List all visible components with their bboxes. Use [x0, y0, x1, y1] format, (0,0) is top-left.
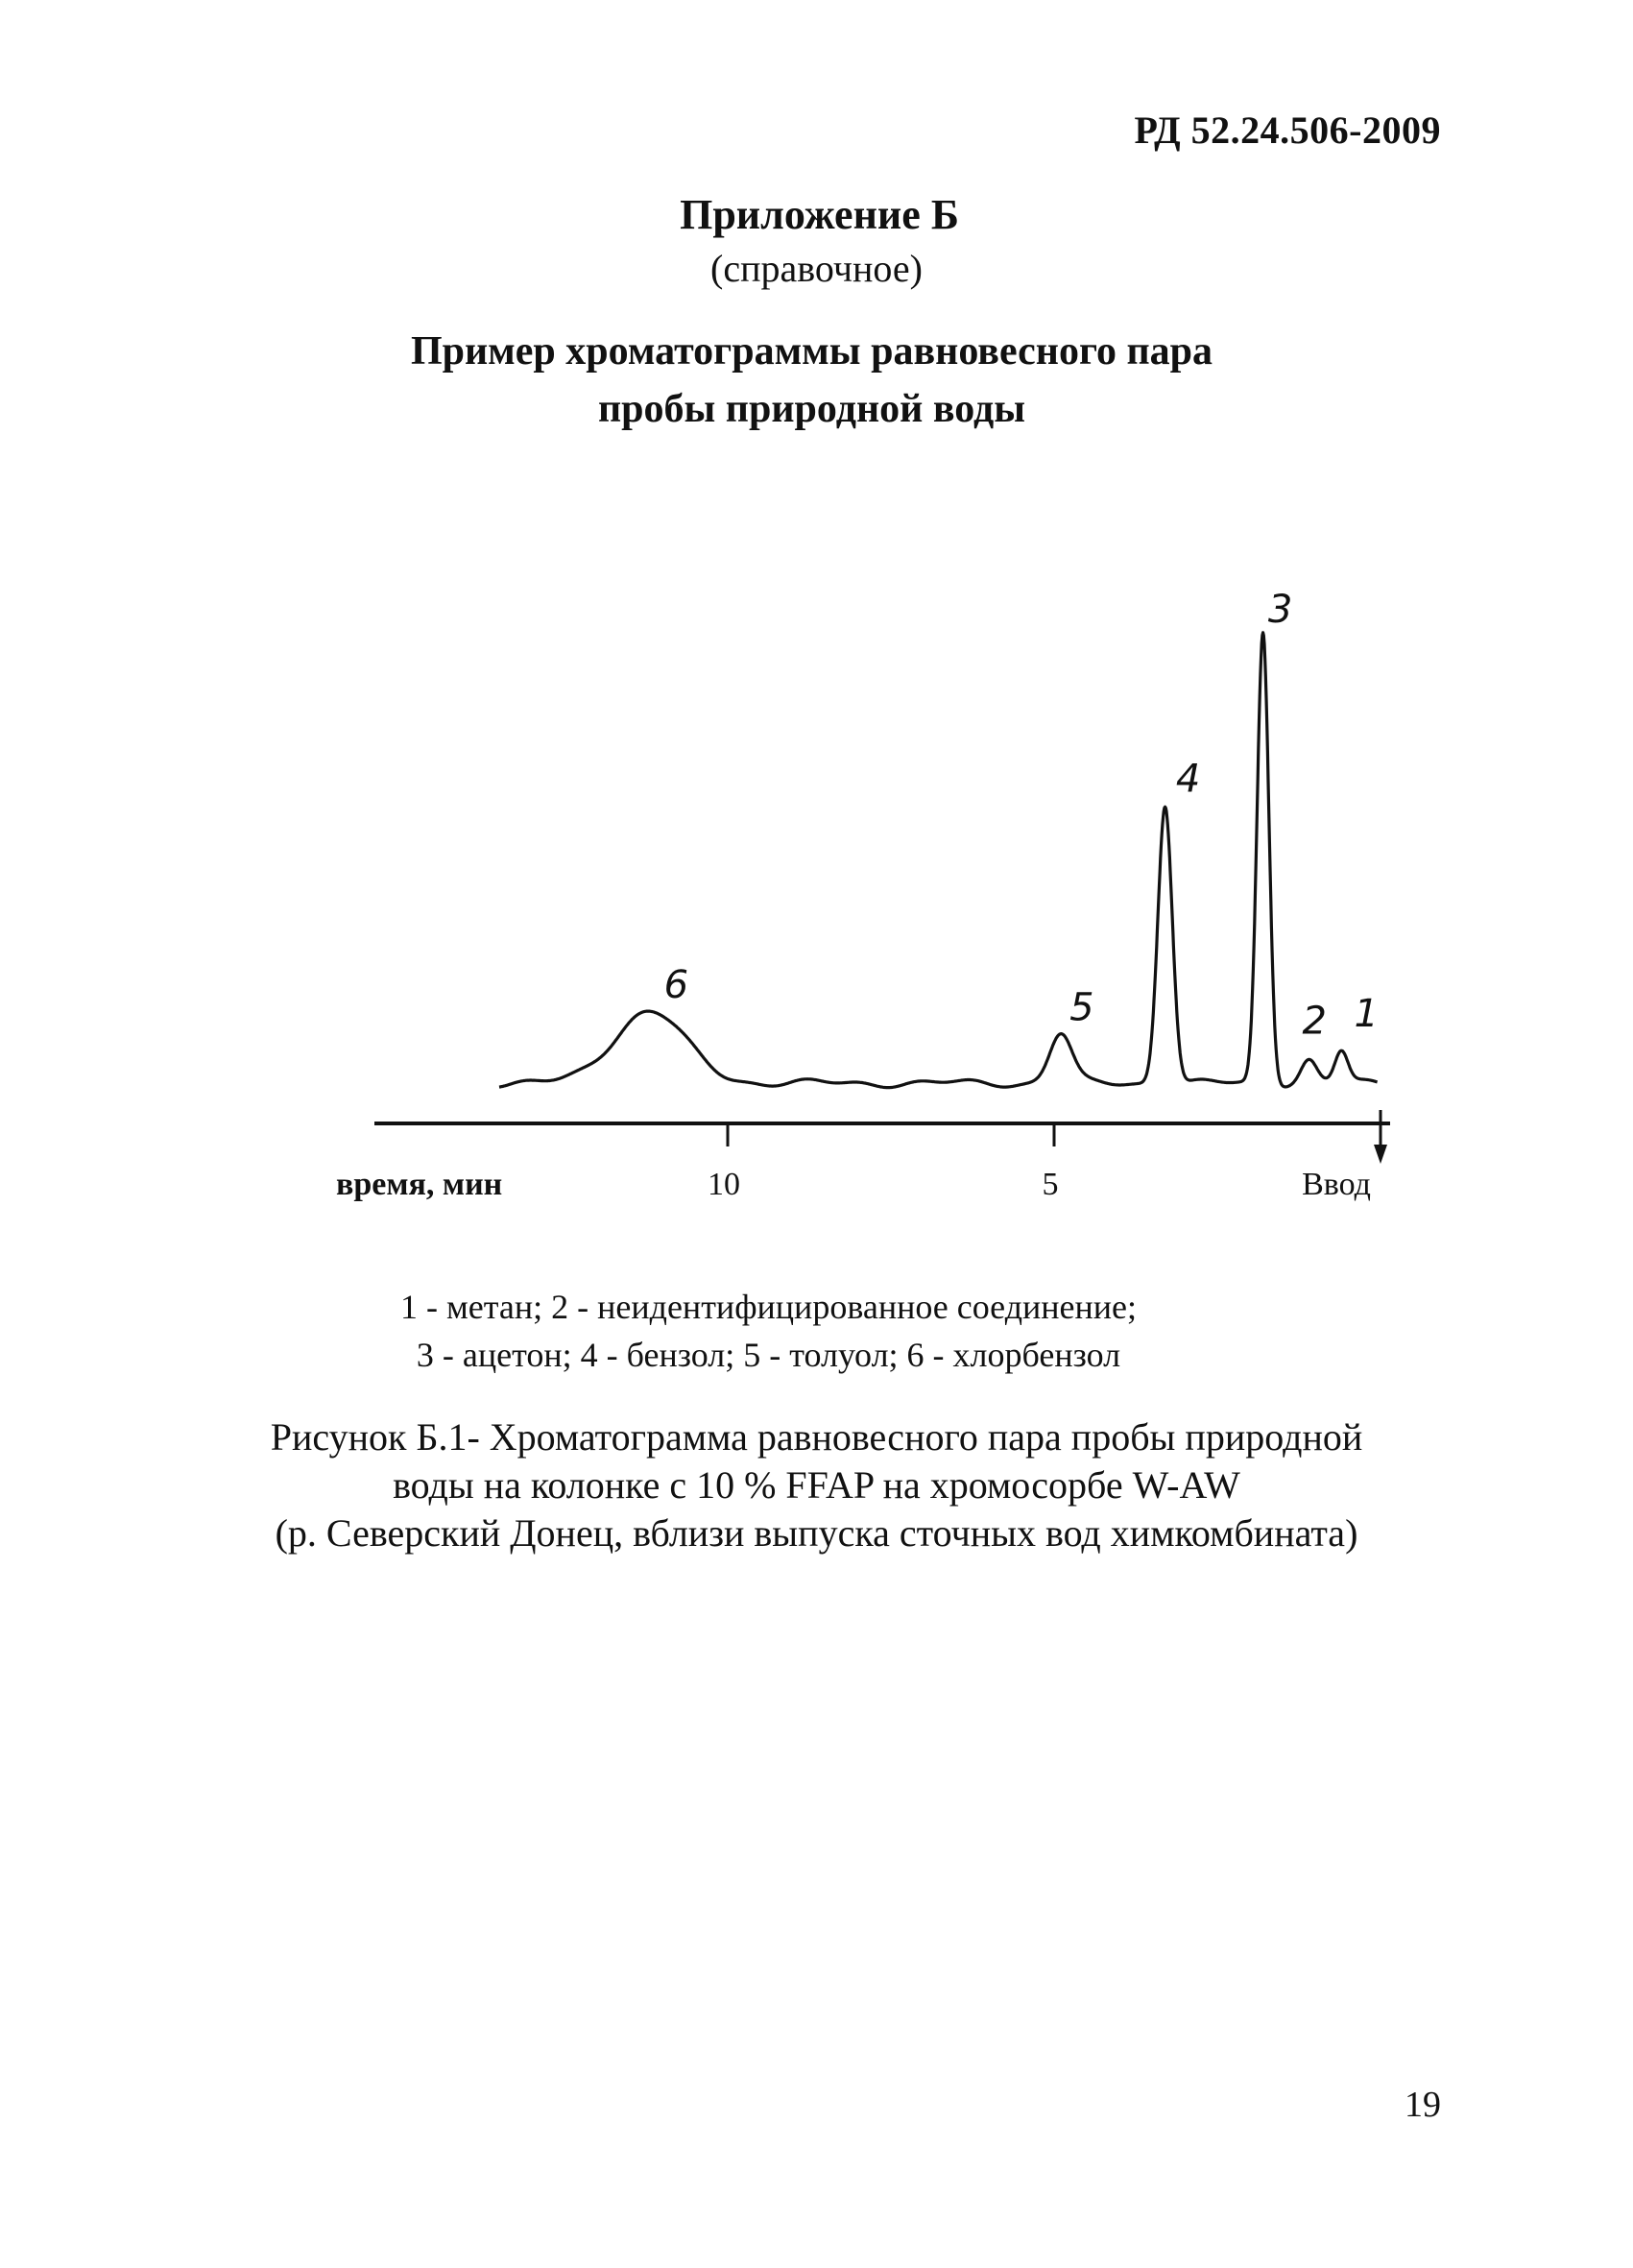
figure-heading-line-1: Пример хроматограммы равновесного пара	[410, 329, 1213, 374]
tick-label-10: 10	[708, 1167, 740, 1202]
peak-legend-line-1: 1 - метан; 2 - неидентифицированное соединение;	[399, 1288, 1138, 1326]
peak-label-3: 3	[1267, 588, 1293, 632]
figure-heading-line-2: пробы природной воды	[597, 387, 1026, 431]
figure-heading	[0, 323, 1633, 438]
injection-arrow-icon	[1374, 1145, 1387, 1164]
x-axis-label: время, мин	[336, 1167, 503, 1202]
peak-label-4: 4	[1175, 757, 1201, 802]
tick-label-injection: Ввод	[1302, 1167, 1371, 1202]
appendix-title	[0, 190, 1633, 239]
peak-label-2: 2	[1302, 999, 1327, 1044]
figure-caption-line-2: воды на колонке с 10 % FFAP на хромосорбе W-AW	[393, 1463, 1240, 1507]
chromatogram-trace	[499, 633, 1378, 1088]
peak-label-5: 5	[1069, 985, 1094, 1030]
peak-label-6: 6	[663, 962, 689, 1007]
appendix-title-text: Приложение Б	[680, 191, 959, 238]
appendix-subtitle: (справочное)	[710, 247, 923, 290]
peak-legend-line-2: 3 - ацетон; 4 - бензол; 5 - толуол; 6 - хлорбензол	[416, 1336, 1121, 1374]
document-code: РД 52.24.506-2009	[1134, 109, 1441, 152]
figure-caption-line-3: (р. Северский Донец, вблизи выпуска сточных вод химкомбината)	[275, 1511, 1358, 1555]
chart-layer	[336, 588, 1390, 1202]
figure-caption	[0, 1413, 1633, 1557]
peak-legend	[0, 1283, 1633, 1379]
figure-caption-line-1: Рисунок Б.1- Хроматограмма равновесного пара пробы природной	[270, 1415, 1363, 1459]
chromatogram-chart	[0, 519, 1633, 1210]
tick-label-5: 5	[1042, 1167, 1059, 1202]
peak-label-1: 1	[1354, 992, 1379, 1037]
page-number: 19	[1405, 2085, 1441, 2125]
